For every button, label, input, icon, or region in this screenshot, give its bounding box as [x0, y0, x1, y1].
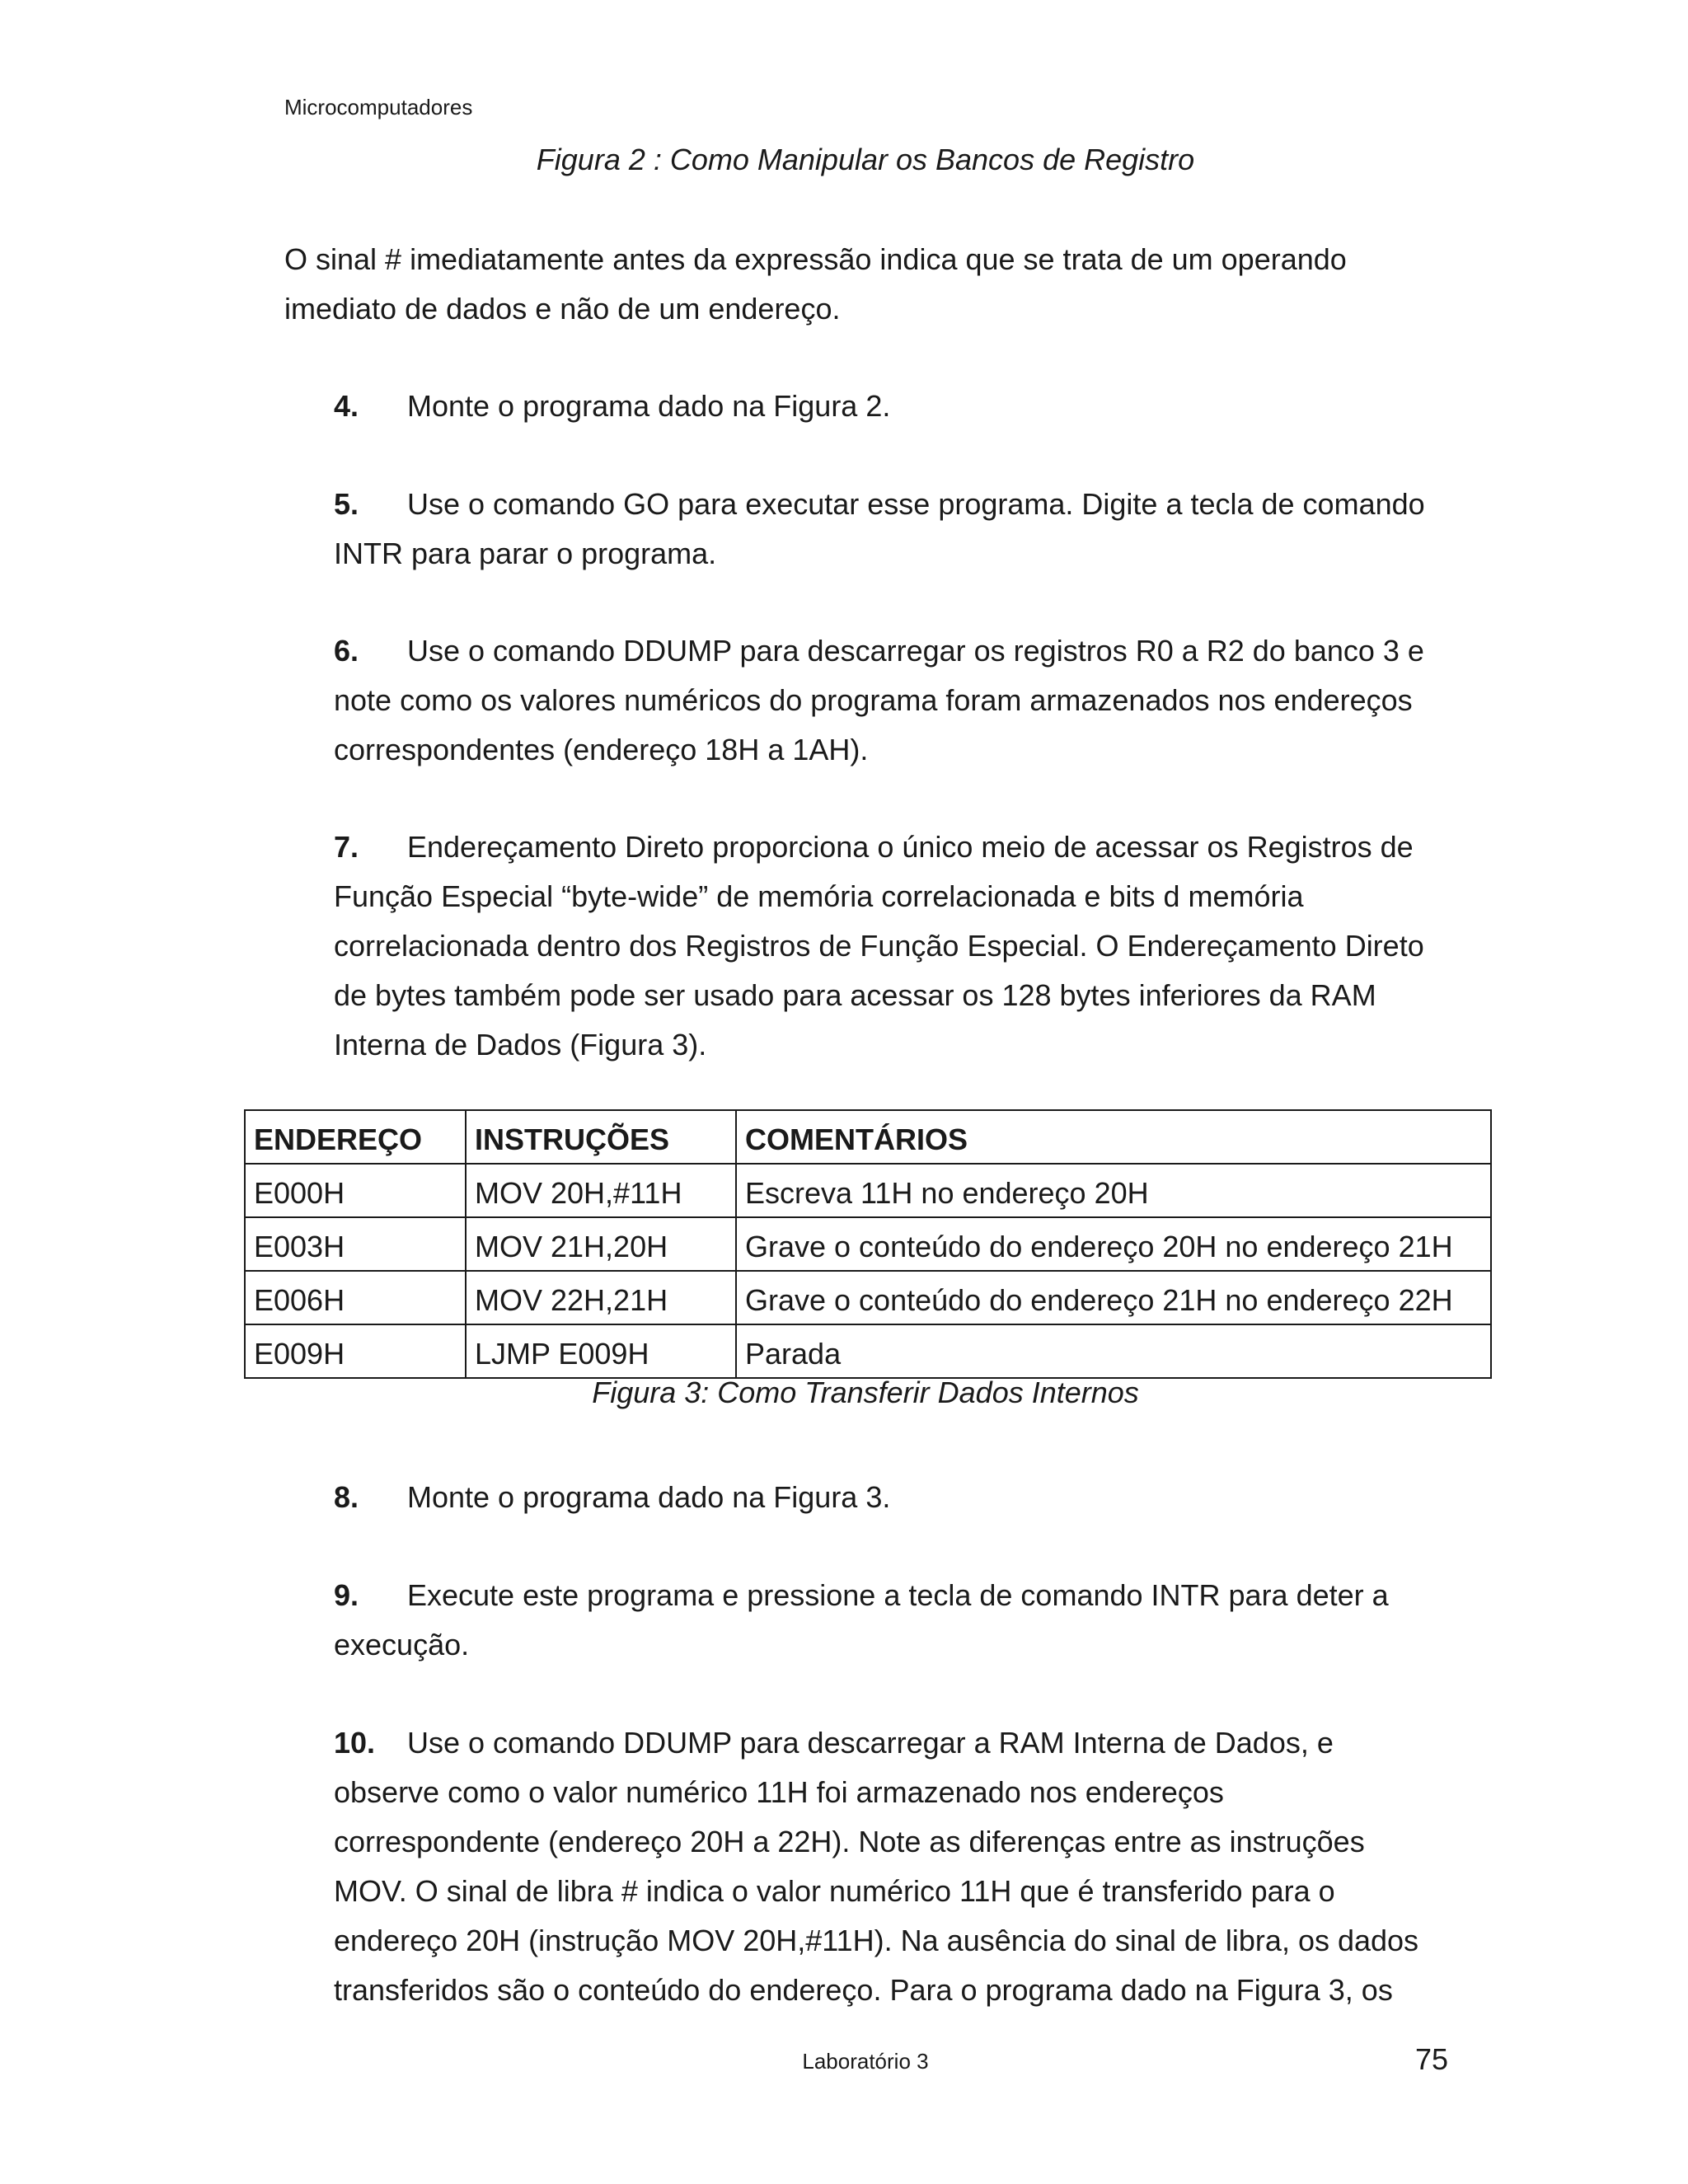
table-row: [245, 1271, 1491, 1324]
table-cell: Escreva 11H no endereço 20H: [736, 1164, 1491, 1217]
page-number: 75: [1415, 2042, 1449, 2076]
item-text: Monte o programa dado na Figura 3.: [407, 1480, 891, 1514]
list-item-10: [334, 1718, 1455, 2015]
item-number: 5.: [334, 487, 359, 521]
item-number: 8.: [334, 1480, 359, 1514]
list-item-8: [334, 1473, 1455, 1522]
item-number: 9.: [334, 1578, 359, 1612]
item-text: transferidos são o conteúdo do endereço. Para o programa dado na Figura 3, os: [334, 1973, 1393, 2007]
figure-3-table: [244, 1109, 1492, 1379]
table-cell: Grave o conteúdo do endereço 21H no endereço 22H: [736, 1271, 1491, 1324]
list-item-9: [334, 1571, 1455, 1670]
item-text: endereço 20H (instrução MOV 20H,#11H). Na ausência do sinal de libra, os dados: [334, 1924, 1419, 1957]
table-cell: E000H: [245, 1164, 466, 1217]
figure-3-caption: Figura 3: Como Transferir Dados Internos: [592, 1376, 1139, 1409]
item-text: note como os valores numéricos do programa foram armazenados nos endereços: [334, 683, 1413, 717]
table-cell: E006H: [245, 1271, 466, 1324]
item-text: execução.: [334, 1628, 470, 1661]
item-text: Monte o programa dado na Figura 2.: [407, 389, 891, 423]
table-cell: MOV 20H,#11H: [466, 1164, 736, 1217]
column-header: INSTRUÇÕES: [466, 1110, 736, 1164]
item-text: observe como o valor numérico 11H foi armazenado nos endereços: [334, 1775, 1224, 1809]
item-text: Use o comando DDUMP para descarregar a RAM Interna de Dados, e: [407, 1726, 1334, 1760]
table-cell: MOV 22H,21H: [466, 1271, 736, 1324]
item-number: 7.: [334, 830, 359, 864]
item-text: Interna de Dados (Figura 3).: [334, 1028, 707, 1062]
table-header-row: [245, 1110, 1491, 1164]
item-number: 10.: [334, 1726, 376, 1760]
table-cell: LJMP E009H: [466, 1324, 736, 1378]
item-number: 6.: [334, 634, 359, 668]
figure-2-caption: Figura 2 : Como Manipular os Bancos de Registro: [536, 143, 1195, 176]
table-row: [245, 1324, 1491, 1378]
list-item-6: [334, 626, 1455, 775]
item-text: INTR para parar o programa.: [334, 537, 717, 570]
table-cell: MOV 21H,20H: [466, 1217, 736, 1271]
item-text: correlacionada dentro dos Registros de Função Especial. O Endereçamento Direto: [334, 929, 1424, 963]
item-text: correspondente (endereço 20H a 22H). Note as diferenças entre as instruções: [334, 1825, 1365, 1858]
item-text: Use o comando DDUMP para descarregar os registros R0 a R2 do banco 3 e: [407, 634, 1424, 668]
page-footer: Laboratório 3: [802, 2049, 929, 2074]
table-cell: Grave o conteúdo do endereço 20H no endereço 21H: [736, 1217, 1491, 1271]
item-number: 4.: [334, 389, 359, 423]
table-cell: E003H: [245, 1217, 466, 1271]
item-text: Use o comando GO para executar esse programa. Digite a tecla de comando: [407, 487, 1425, 521]
item-text: MOV. O sinal de libra # indica o valor numérico 11H que é transferido para o: [334, 1874, 1335, 1908]
page-header: Microcomputadores: [284, 95, 473, 120]
intro-line: O sinal # imediatamente antes da expressão indica que se trata de um operando: [284, 242, 1347, 276]
table-cell: Parada: [736, 1324, 1491, 1378]
list-item-4: [334, 382, 1455, 431]
item-text: correspondentes (endereço 18H a 1AH).: [334, 733, 869, 766]
item-text: Execute este programa e pressione a tecla de comando INTR para deter a: [407, 1578, 1389, 1612]
intro-paragraph: [284, 235, 1455, 334]
table-cell: E009H: [245, 1324, 466, 1378]
intro-line: imediato de dados e não de um endereço.: [284, 292, 841, 326]
list-item-7: [334, 823, 1455, 1070]
table-row: [245, 1164, 1491, 1217]
column-header: COMENTÁRIOS: [736, 1110, 1491, 1164]
item-text: de bytes também pode ser usado para acessar os 128 bytes inferiores da RAM: [334, 978, 1376, 1012]
list-item-5: [334, 480, 1455, 579]
item-text: Função Especial “byte-wide” de memória correlacionada e bits d memória: [334, 879, 1304, 913]
item-text: Endereçamento Direto proporciona o único meio de acessar os Registros de: [407, 830, 1414, 864]
column-header: ENDEREÇO: [245, 1110, 466, 1164]
table-row: [245, 1217, 1491, 1271]
